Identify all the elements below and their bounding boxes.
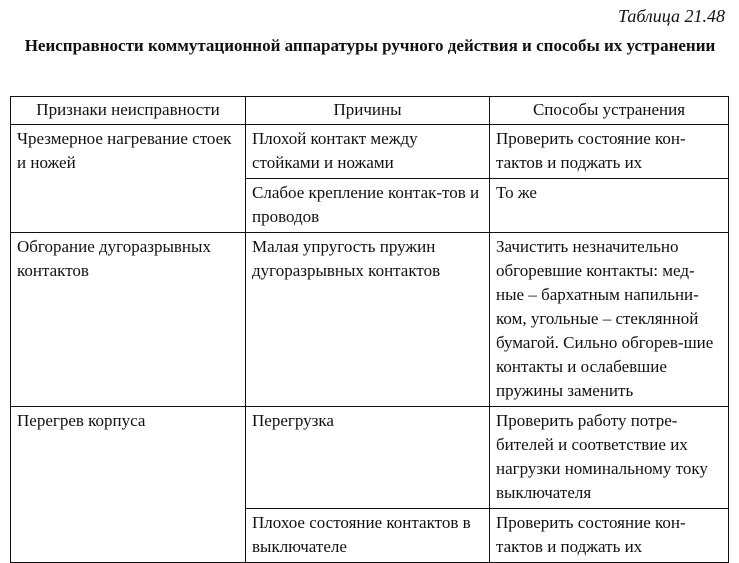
table-title: Неисправности коммутационной аппаратуры ручного действия и способы их устранении <box>24 36 716 55</box>
table-row <box>11 179 729 233</box>
remedy-cell: Зачистить незначительно обгоревшие контакты: мед-ные – бархатным напильни-ком, угольные – стеклянной бумагой. Сильно обгорев-шие контакты и ослабевшие пружины заменить <box>490 233 729 407</box>
cause-cell: Слабое крепление контак-тов и проводов <box>246 179 490 233</box>
column-header-remedies: Способы устранения <box>490 97 729 125</box>
cause-cell: Плохое состояние контактов в выключателе <box>246 509 490 563</box>
table-row <box>11 125 729 179</box>
fault-sign-cell: Обгорание дугоразрывных контактов <box>11 233 246 407</box>
table-row <box>11 509 729 563</box>
cause-cell: Малая упругость пружин дугоразрывных контактов <box>246 233 490 407</box>
header-row <box>11 97 729 125</box>
remedy-cell: То же <box>490 179 729 233</box>
table-number: Таблица 21.48 <box>617 6 725 26</box>
table-row <box>11 407 729 509</box>
remedy-cell: Проверить состояние кон-тактов и поджать их <box>490 125 729 179</box>
fault-sign-cell: Чрезмерное нагревание стоек и ножей <box>11 125 246 179</box>
table-row <box>11 233 729 407</box>
fault-sign-cell <box>11 509 246 563</box>
fault-sign-cell: Перегрев корпуса <box>11 407 246 509</box>
cause-cell: Плохой контакт между стойками и ножами <box>246 125 490 179</box>
fault-sign-cell <box>11 179 246 233</box>
column-header-signs: Признаки неисправности <box>11 97 246 125</box>
remedy-cell: Проверить работу потре-бителей и соответствие их нагрузки номинальному току выключателя <box>490 407 729 509</box>
remedy-cell: Проверить состояние кон-тактов и поджать их <box>490 509 729 563</box>
column-header-causes: Причины <box>246 97 490 125</box>
faults-table <box>10 96 729 563</box>
cause-cell: Перегрузка <box>246 407 490 509</box>
